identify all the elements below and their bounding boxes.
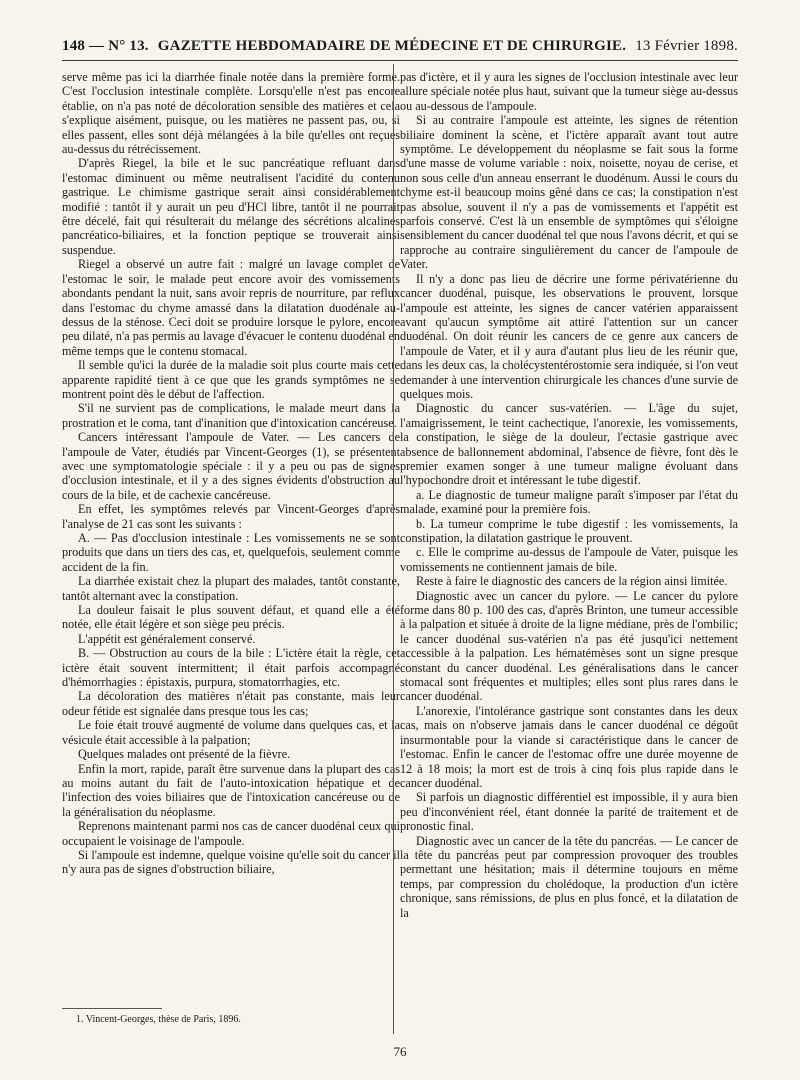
paragraph: Quelques malades ont présenté de la fièvre. bbox=[78, 747, 291, 762]
paragraph: Riegel a observé un autre fait : malgré un lavage complet de l'estomac le soir, le malade peut encore avoir des vomissements abondants pendant la nuit, sans avoir repris de nourriture, par reflux dans l'estomac du chyme amassé dans la dilatation duodénale au-dessus de la sténose. Ceci doit se produire lorsque le pylore, encore peu dilaté, n'a pas permis au lavage d'évacuer le contenu duodénal en même temps que le contenu stomacal. bbox=[62, 257, 400, 358]
paragraph: a. Le diagnostic de tumeur maligne paraît s'imposer par l'état du malade, examiné pour la première fois. bbox=[400, 487, 738, 517]
column-divider bbox=[393, 64, 394, 1034]
paragraph: La décoloration des matières n'était pas constante, mais leur odeur fétide est signalée dans presque tous les cas; bbox=[62, 689, 400, 718]
paragraph: Diagnostic avec un cancer du pylore. — Le cancer du pylore forme dans 80 p. 100 des cas, d'après Brinton, une tumeur accessible à la palpation et située à droite de la ligne médiane, près de l'ombilic; le cancer duodénal sus-vatérien n'a pas été jusqu'ici nettement accessible à la palpation. Les hématémèses sont un signe presque constant du cancer duodénal. Les généralisations dans le cancer stomacal sont fréquentes et multiples; elles sont plus rares dans le cancer duodénal. bbox=[400, 588, 738, 704]
running-header bbox=[62, 38, 738, 55]
right-column bbox=[400, 70, 738, 920]
paragraph: Il semble qu'ici la durée de la maladie soit plus courte mais cette apparente rapidité tient à ce que que les grands symptômes ne se montrent point dès le début de l'affection. bbox=[62, 358, 400, 401]
paragraph: La diarrhée existait chez la plupart des malades, tantôt constante, tantôt alternant avec la constipation. bbox=[62, 574, 400, 603]
footnote-rule bbox=[62, 1008, 162, 1009]
header-title: GAZETTE HEBDOMADAIRE DE MÉDECINE ET DE CHIRURGIE. bbox=[157, 38, 627, 54]
paragraph: pas d'ictère, et il y aura les signes de l'occlusion intestinale avec leur allure spéciale notée plus haut, suivant que la tumeur siège au-dessus ou au-dessous de l'ampoule. bbox=[400, 70, 738, 113]
paragraph: Si parfois un diagnostic différentiel est impossible, il y aura bien peu d'inconvénient réel, étant donnée la parité de traitement et de pronostic final. bbox=[400, 790, 738, 834]
paragraph: Reste à faire le diagnostic des cancers de la région ainsi limitée. bbox=[416, 574, 728, 589]
section-paragraph: Diagnostic du cancer sus-vatérien. — L'âge du sujet, l'amaigrissement, le teint cachectique, l'anorexie, les vomissements, la constipation, le siège de la douleur, l'ectasie gastrique avec absence de ballonnement abdominal, l'absence de fièvre, font dès le premier examen songer à une tumeur maligne évoluant dans l'hypochondre droit et intéressant le tube digestif. bbox=[400, 401, 738, 488]
paragraph: Diagnostic avec un cancer de la tête du pancréas. — Le cancer de la tête du pancréas peut par compression provoquer des troubles permettant une hésitation; mais il détermine toujours en même temps, par compression du cholédoque, la production d'un ictère chronique, sans rémissions, de plus en plus foncé, et la dilatation de la bbox=[400, 833, 738, 920]
paragraph: Si au contraire l'ampoule est atteinte, les signes de rétention biliaire dominent la scène, et l'ictère apparaît avant tout autre symptôme. Le développement du néoplasme se fait sous la forme d'une masse de volume variable : noix, noisette, noyau de cerise, et non sous celle d'un anneau enserrant le duodénum. Aussi le cours du chyme est-il beaucoup moins gêné dans ce cas; la constipation n'est pas absolue, souvent il n'y a pas de vomissements et l'appétit est parfois conservé. C'est là un ensemble de symptômes qui s'éloigne sensiblement du cancer duodénal tel que nous l'avons décrit, et qui se rapproche au contraire singulièrement du cancer de l'ampoule de Vater. bbox=[400, 113, 738, 272]
page-number: 76 bbox=[393, 1044, 407, 1059]
section-paragraph: Cancers intéressant l'ampoule de Vater. — Les cancers de l'ampoule de Vater, étudiés par Vincent-Georges (1), se présentent avec une symptomatologie spéciale : il y a peu ou pas de signes d'occlusion intestinale, et il y a des signes évidents d'obstruction au cours de la bile, et de cachexie cancéreuse. bbox=[62, 430, 400, 502]
paragraph: S'il ne survient pas de complications, le malade meurt dans la prostration et le coma, tant d'inanition que d'intoxication cancéreuse. bbox=[62, 401, 400, 430]
header-rule bbox=[62, 60, 738, 61]
paragraph: Le foie était trouvé augmenté de volume dans quelques cas, et la vésicule était accessible à la palpation; bbox=[62, 718, 400, 747]
paragraph: serve même pas ici la diarrhée finale notée dans la première forme. C'est l'occlusion intestinale complète. Lorsqu'elle n'est pas encore établie, on n'a pas noté de décoloration sensible des matières et cela s'explique aisément, puisque, ou les matières ne passent pas, ou, si elles passent, elles sont déjà mélangées à la bile qu'elles ont reçues au-dessus du rétrécissement. bbox=[62, 70, 400, 157]
paragraph: En effet, les symptômes relevés par Vincent-Georges d'après l'analyse de 21 cas sont les suivants : bbox=[62, 502, 400, 531]
paragraph: Reprenons maintenant parmi nos cas de cancer duodénal ceux qui occupaient le voisinage de l'ampoule. bbox=[62, 819, 400, 848]
paragraph: Enfin la mort, rapide, paraît être survenue dans la plupart des cas au moins autant du fait de l'auto-intoxication hépatique et de l'infection des voies biliaires que de l'intoxication cancéreuse ou de la généralisation du néoplasme. bbox=[62, 761, 400, 819]
header-issue: 148 — N° 13. bbox=[62, 38, 149, 54]
footnote: 1. Vincent-Georges, thèse de Paris, 1896. bbox=[76, 1014, 241, 1025]
paragraph: D'après Riegel, la bile et le suc pancréatique refluant dans l'estomac diminuent ou même neutralisent l'acidité du contenu gastrique. Le chimisme gastrique serait ainsi considérablement modifié : tantôt il y aurait un peu d'HCl libre, tantôt il ne pourrait être décelé, fait qui résulterait du mélange des sécrétions alcalines pancréatico-biliaires, et la fonction peptique se trouverait ainsi suspendue. bbox=[62, 156, 400, 257]
left-column bbox=[62, 70, 400, 877]
header-date: 13 Février 1898. bbox=[635, 38, 738, 54]
paragraph: Si l'ampoule est indemne, quelque voisine qu'elle soit du cancer il n'y aura pas de signes d'obstruction biliaire, bbox=[62, 847, 400, 877]
paragraph: c. Elle le comprime au-dessus de l'ampoule de Vater, puisque les vomissements ne contiennent jamais de bile. bbox=[400, 545, 738, 574]
paragraph: A. — Pas d'occlusion intestinale : Les vomissements ne se sont produits que dans un tiers des cas, et, quelquefois, seulement comme accident de la fin. bbox=[62, 531, 400, 574]
paragraph: L'anorexie, l'intolérance gastrique sont constantes dans les deux cas, mais on n'observe jamais dans le cancer duodénal ce dégoût insurmontable pour la viande si caractéristique dans le cancer de l'estomac. Enfin le cancer de l'estomac offre une durée moyenne de 12 à 18 mois; la mort est de trois à cinq fois plus rapide dans le cancer duodénal. bbox=[400, 703, 738, 790]
paragraph: La douleur faisait le plus souvent défaut, et quand elle a été notée, elle était légère et son siège peu précis. bbox=[62, 603, 400, 632]
paragraph: b. La tumeur comprime le tube digestif : les vomissements, la constipation, la dilatation gastrique le prouvent. bbox=[400, 516, 738, 545]
paragraph: B. — Obstruction au cours de la bile : L'ictère était la règle, cet ictère était souvent intermittent; il était parfois accompagné d'hémorrhagies : épistaxis, purpura, stomatorrhagies, etc. bbox=[62, 646, 400, 690]
paragraph: Il n'y a donc pas lieu de décrire une forme périvatérienne du cancer duodénal, puisque, les observations le prouvent, lorsque l'ampoule est atteinte, les signes de cancer vatérien apparaissent avant qu'aucun symptôme ait attiré l'attention sur un cancer duodénal. On doit réunir les cancers de ce genre aux cancers de l'ampoule de Vater, et il y aura d'autant plus lieu de les réunir que, dans les deux cas, la cholécystentérostomie sera indiquée, si l'on veut demander à une intervention chirurgicale les chances d'une survie de quelques mois. bbox=[400, 271, 738, 401]
paragraph: L'appétit est généralement conservé. bbox=[78, 631, 256, 646]
